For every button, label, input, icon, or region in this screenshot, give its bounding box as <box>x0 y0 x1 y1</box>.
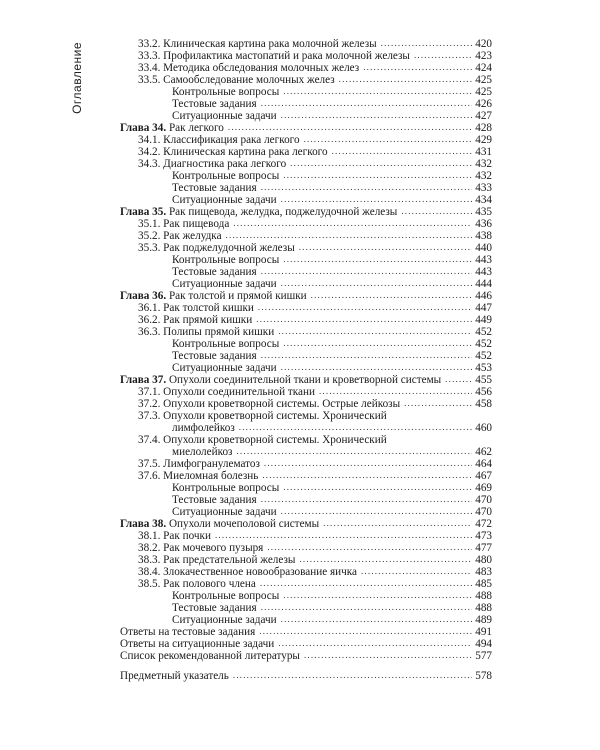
toc-entry-label: 37.5. Лимфогранулематоз <box>138 458 260 470</box>
toc-page-number: 435 <box>475 206 492 218</box>
toc-page-number: 578 <box>475 670 492 682</box>
toc-chapter-title: Рак легкого <box>168 122 224 134</box>
toc-page-number: 452 <box>475 338 492 350</box>
dot-leader <box>304 135 473 144</box>
dot-leader <box>381 39 473 48</box>
toc-entry <box>120 242 492 254</box>
dot-leader <box>256 315 472 324</box>
toc-chapter <box>120 374 492 386</box>
dot-leader <box>264 459 472 468</box>
toc-entry <box>120 302 492 314</box>
toc-chapter <box>120 518 492 530</box>
toc-entry-label: 33.4. Методика обследования молочных желез <box>138 62 360 74</box>
toc-page-number: 436 <box>475 218 492 230</box>
dot-leader <box>361 567 472 576</box>
toc-entry-label-continued: миелолейкоз <box>172 446 233 458</box>
dot-leader <box>260 579 472 588</box>
toc-entry-label: Контрольные вопросы <box>172 86 280 98</box>
dot-leader <box>233 671 472 680</box>
toc-entry <box>120 350 492 362</box>
toc-entry <box>120 326 492 338</box>
dot-leader <box>281 279 473 288</box>
dot-leader <box>283 483 472 492</box>
toc-entry-label: 36.2. Рак прямой кишки <box>138 314 253 326</box>
toc-entry-label: Контрольные вопросы <box>172 590 280 602</box>
dot-leader <box>261 267 473 276</box>
toc-entry <box>120 110 492 122</box>
toc-chapter-title: Опухоли мочеполовой системы <box>168 518 320 530</box>
toc-page-number: 464 <box>475 458 492 470</box>
toc-entry-label: 37.6. Миеломная болезнь <box>138 470 259 482</box>
toc-page-number: 431 <box>475 146 492 158</box>
dot-leader <box>281 195 473 204</box>
toc-entry <box>120 254 492 266</box>
toc-page-number: 432 <box>475 170 492 182</box>
toc-entry <box>120 590 492 602</box>
toc-entry-label: Тестовые задания <box>172 98 257 110</box>
dot-leader <box>239 423 472 432</box>
toc-chapter-label <box>120 122 224 134</box>
toc-entry <box>120 614 492 626</box>
toc-entry-label: 33.5. Самообследование молочных желез <box>138 74 335 86</box>
toc-chapter-title: Опухоли соединительной ткани и кроветворной системы <box>168 374 442 386</box>
toc-entry-label: 38.1. Рак почки <box>138 530 211 542</box>
toc-page-number: 426 <box>475 98 492 110</box>
toc-entry-label: 37.2. Опухоли кроветворной системы. Острые лейкозы <box>138 398 401 410</box>
toc-page-number: 470 <box>475 494 492 506</box>
toc-entry-label: Ситуационные задачи <box>172 278 277 290</box>
toc-page-number: 456 <box>475 386 492 398</box>
toc-entry-label: Тестовые задания <box>172 494 257 506</box>
dot-leader <box>236 447 472 456</box>
toc-entry-label: Ответы на тестовые задания <box>120 626 256 638</box>
toc-page-number: 462 <box>475 446 492 458</box>
toc-entry-label: Ситуационные задачи <box>172 194 277 206</box>
toc-entry <box>120 98 492 110</box>
toc-entry <box>120 194 492 206</box>
toc-entry-label: 36.1. Рак толстой кишки <box>138 302 254 314</box>
dot-leader <box>259 627 472 636</box>
toc-chapter-label <box>120 290 307 302</box>
toc-entry-label: Ситуационные задачи <box>172 110 277 122</box>
toc-page-number: 577 <box>475 650 492 662</box>
toc-page-number: 433 <box>475 182 492 194</box>
dot-leader <box>414 51 472 60</box>
toc-entry-label: Контрольные вопросы <box>172 482 280 494</box>
toc-entry <box>120 398 492 410</box>
toc-chapter-number: Глава 37. <box>120 374 167 386</box>
toc-entry <box>120 566 492 578</box>
toc-entry <box>120 182 492 194</box>
toc-entry <box>120 230 492 242</box>
toc-entry <box>120 410 492 434</box>
toc-entry-label: 34.2. Клиническая картина рака легкого <box>138 146 328 158</box>
toc-gap <box>120 662 492 670</box>
dot-leader <box>401 207 472 216</box>
toc-page-number: 458 <box>475 398 492 410</box>
toc-page-number: 452 <box>475 326 492 338</box>
toc-entry-label: Тестовые задания <box>172 602 257 614</box>
toc-chapter-title: Рак толстой и прямой кишки <box>168 290 307 302</box>
toc-page-number: 483 <box>475 566 492 578</box>
toc-entry <box>120 626 492 638</box>
toc-entry-label: 38.3. Рак предстательной железы <box>138 554 296 566</box>
toc-entry <box>120 158 492 170</box>
dot-leader <box>233 219 472 228</box>
toc-entry-label: Контрольные вопросы <box>172 254 280 266</box>
toc-page-number: 425 <box>475 74 492 86</box>
toc-page-number: 432 <box>475 158 492 170</box>
toc-page-number: 488 <box>475 602 492 614</box>
toc-page-number: 452 <box>475 350 492 362</box>
toc-page-number: 480 <box>475 554 492 566</box>
toc-entry <box>120 218 492 230</box>
toc-entry <box>120 134 492 146</box>
toc-page-number: 488 <box>475 590 492 602</box>
toc-entry <box>120 470 492 482</box>
toc-entry-label: 34.1. Классификация рака легкого <box>138 134 300 146</box>
toc-entry <box>120 266 492 278</box>
toc-entry <box>120 38 492 50</box>
toc-chapter-number: Глава 34. <box>120 122 167 134</box>
toc-entry <box>120 482 492 494</box>
toc-chapter <box>120 290 492 302</box>
dot-leader <box>290 159 472 168</box>
toc-entry <box>120 362 492 374</box>
toc-page-number: 434 <box>475 194 492 206</box>
toc-entry-label: Тестовые задания <box>172 182 257 194</box>
toc-page-number: 443 <box>475 254 492 266</box>
toc-entry <box>120 602 492 614</box>
toc-page-number: 443 <box>475 266 492 278</box>
toc-entry-label: 36.3. Полипы прямой кишки <box>138 326 275 338</box>
running-header: Оглавление <box>70 42 84 114</box>
toc-page-number: 427 <box>475 110 492 122</box>
toc-entry-label: 37.3. Опухоли кроветворной системы. Хронический <box>138 410 387 422</box>
toc-page-number: 473 <box>475 530 492 542</box>
toc-entry-label: Тестовые задания <box>172 350 257 362</box>
toc-page-number: 453 <box>475 362 492 374</box>
toc-entry <box>120 86 492 98</box>
toc-chapter <box>120 122 492 134</box>
toc-entry <box>120 554 492 566</box>
toc-entry <box>120 50 492 62</box>
dot-leader <box>281 615 473 624</box>
dot-leader <box>281 507 473 516</box>
dot-leader <box>299 555 472 564</box>
toc-chapter-number: Глава 36. <box>120 290 167 302</box>
toc-entry-label: Ситуационные задачи <box>172 506 277 518</box>
toc-page-number: 455 <box>475 374 492 386</box>
toc-entry-label: Ситуационные задачи <box>172 614 277 626</box>
toc-entry <box>120 434 492 458</box>
toc-page-number: 467 <box>475 470 492 482</box>
dot-leader <box>332 147 473 156</box>
toc-chapter-number: Глава 35. <box>120 206 167 218</box>
toc-page-number: 470 <box>475 506 492 518</box>
toc-page-number: 472 <box>475 518 492 530</box>
dot-leader <box>363 63 472 72</box>
dot-leader <box>261 351 473 360</box>
toc-entry <box>120 578 492 590</box>
toc-page-number: 447 <box>475 302 492 314</box>
toc-entry-label: 33.3. Профилактика мастопатий и рака молочной железы <box>138 50 410 62</box>
toc-page-number: 429 <box>475 134 492 146</box>
toc-chapter-title: Рак пищевода, желудка, поджелудочной железы <box>168 206 398 218</box>
dot-leader <box>281 111 473 120</box>
toc-page-number: 424 <box>475 62 492 74</box>
dot-leader <box>281 363 473 372</box>
dot-leader <box>323 519 472 528</box>
toc-entry <box>120 314 492 326</box>
toc-page-number: 444 <box>475 278 492 290</box>
dot-leader <box>283 255 472 264</box>
toc-entry-label: Ответы на ситуационные задачи <box>120 638 275 650</box>
toc-page-number: 449 <box>475 314 492 326</box>
toc-entry-label: 35.3. Рак поджелудочной железы <box>138 242 295 254</box>
toc-entry-label: 34.3. Диагностика рака легкого <box>138 158 287 170</box>
toc-entry <box>120 74 492 86</box>
toc-page-number: 420 <box>475 38 492 50</box>
dot-leader <box>278 639 472 648</box>
dot-leader <box>262 471 472 480</box>
dot-leader <box>339 75 473 84</box>
toc-entry-label: Ситуационные задачи <box>172 362 277 374</box>
toc-page-number: 425 <box>475 86 492 98</box>
toc-page-number: 491 <box>475 626 492 638</box>
toc-entry-label: 37.1. Опухоли соединительной ткани <box>138 386 315 398</box>
toc-page-number: 494 <box>475 638 492 650</box>
toc-entry-label: 38.5. Рак полового члена <box>138 578 256 590</box>
dot-leader <box>319 387 472 396</box>
dot-leader <box>283 171 472 180</box>
toc-page-number: 446 <box>475 290 492 302</box>
toc-entry-label: 35.1. Рак пищевода <box>138 218 230 230</box>
toc-page-number: 485 <box>475 578 492 590</box>
toc-entry <box>120 386 492 398</box>
toc-entry <box>120 494 492 506</box>
toc-page-number: 428 <box>475 122 492 134</box>
toc-page-number: 469 <box>475 482 492 494</box>
toc-page-number: 440 <box>475 242 492 254</box>
dot-leader <box>261 99 473 108</box>
dot-leader <box>267 543 472 552</box>
toc-entry <box>120 278 492 290</box>
dot-leader <box>258 303 472 312</box>
dot-leader <box>283 339 472 348</box>
dot-leader <box>299 243 473 252</box>
dot-leader <box>226 231 473 240</box>
toc-chapter-label <box>120 206 397 218</box>
toc-entry-label: 38.2. Рак мочевого пузыря <box>138 542 264 554</box>
toc-entry-label: Контрольные вопросы <box>172 338 280 350</box>
toc-entry-label: Список рекомендованной литературы <box>120 650 300 662</box>
toc-entry <box>120 650 492 662</box>
dot-leader <box>283 87 472 96</box>
dot-leader <box>278 327 472 336</box>
toc-page-number: 438 <box>475 230 492 242</box>
toc-entry <box>120 506 492 518</box>
toc-entry-label-continued: лимфолейкоз <box>172 422 235 434</box>
toc-entry <box>120 146 492 158</box>
toc-entry <box>120 170 492 182</box>
toc-chapter-label <box>120 518 319 530</box>
toc-chapter-label <box>120 374 441 386</box>
toc-entry-label: 37.4. Опухоли кроветворной системы. Хронический <box>138 434 387 446</box>
toc-entry <box>120 670 492 682</box>
toc-entry-label: 38.4. Злокачественное новообразование яичка <box>138 566 357 578</box>
toc-entry-label: Предметный указатель <box>120 670 229 682</box>
toc-entry <box>120 62 492 74</box>
dot-leader <box>311 291 473 300</box>
toc-chapter-number: Глава 38. <box>120 518 167 530</box>
dot-leader <box>445 375 472 384</box>
toc-page-number: 477 <box>475 542 492 554</box>
toc-page-number: 460 <box>475 422 492 434</box>
dot-leader <box>304 651 472 660</box>
toc-page-number: 423 <box>475 50 492 62</box>
toc-entry-label: Контрольные вопросы <box>172 170 280 182</box>
dot-leader <box>261 183 473 192</box>
toc-entry-label: 33.2. Клиническая картина рака молочной железы <box>138 38 377 50</box>
dot-leader <box>283 591 472 600</box>
toc-entry <box>120 638 492 650</box>
table-of-contents <box>120 38 492 682</box>
dot-leader <box>261 495 473 504</box>
toc-page-number: 489 <box>475 614 492 626</box>
toc-entry <box>120 542 492 554</box>
dot-leader <box>404 399 472 408</box>
toc-entry-label: Тестовые задания <box>172 266 257 278</box>
dot-leader <box>261 603 473 612</box>
toc-entry <box>120 458 492 470</box>
dot-leader <box>215 531 472 540</box>
toc-entry-label: 35.2. Рак желудка <box>138 230 222 242</box>
toc-entry <box>120 530 492 542</box>
dot-leader <box>228 123 472 132</box>
toc-chapter <box>120 206 492 218</box>
toc-entry <box>120 338 492 350</box>
